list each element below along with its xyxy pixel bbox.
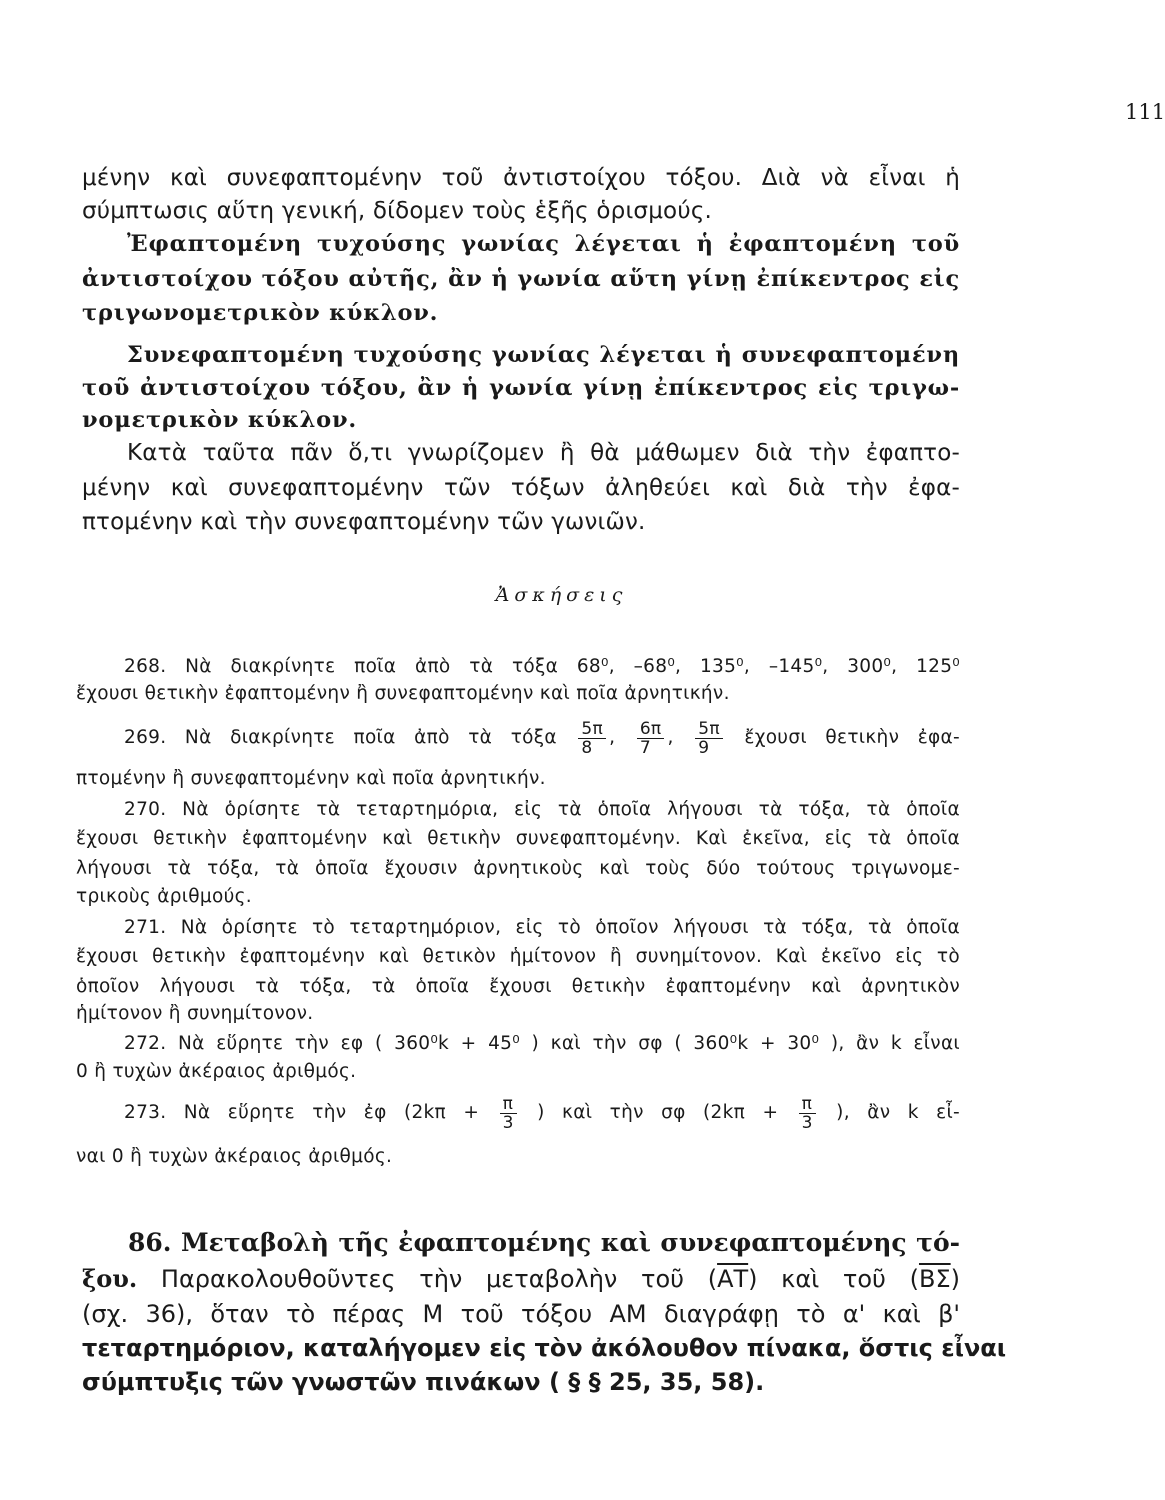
- section-86-title: 86. Μεταβολὴ τῆς ἐφαπτομένης καὶ συνεφαπτομένης τό-: [128, 1228, 960, 1257]
- definition-tangent-line-1: Ἐφαπτομένη τυχούσης γωνίας λέγεται ἡ ἐφαπτομένη τοῦ: [127, 231, 960, 257]
- exercise-271-line-2: ἔχουσι θετικὴν ἐφαπτομένην καὶ θετικὸν ἡμίτονον ἢ συνημίτονον. Καὶ ἐκεῖνο εἰς τὸ: [76, 946, 960, 967]
- exercises-title: Ἀσκήσεις: [495, 584, 628, 606]
- section-86-title-end: ξου.: [82, 1264, 138, 1293]
- exercise-270-line-1: 270. Νὰ ὁρίσητε τὰ τεταρτημόρια, εἰς τὰ ὁποῖα λήγουσι τὰ τόξα, τὰ ὁποῖα: [124, 799, 960, 820]
- exercise-273-part-2: ) καὶ τὴν σφ (2kπ +: [537, 1102, 779, 1123]
- exercise-268-line-2: ἔχουσι θετικὴν ἐφαπτομένην ἢ συνεφαπτομένην καὶ ποῖα ἀρνητικήν.: [76, 683, 730, 704]
- exercise-272-line-1: 272. Νὰ εὕρητε τὴν εφ ( 360⁰k + 45⁰ ) καὶ τὴν σφ ( 360⁰k + 30⁰ ), ἂν k εἶναι: [124, 1033, 960, 1054]
- section-86-line-3: (σχ. 36), ὅταν τὸ πέρας Μ τοῦ τόξου ΑΜ διαγράφῃ τὸ α' καὶ β': [82, 1300, 960, 1328]
- definition-cotangent-line-1: Συνεφαπτομένη τυχούσης γωνίας λέγεται ἡ συνεφαπτομένη: [127, 342, 960, 368]
- fraction-6pi-7: $\frac{6\pi}{7}$: [637, 720, 665, 757]
- definition-cotangent-line-2: τοῦ ἀντιστοίχου τόξου, ἂν ἡ γωνία γίνῃ ἐπίκεντρος εἰς τριγω-: [82, 375, 960, 401]
- exercise-268-line-1: 268. Νὰ διακρίνητε ποῖα ἀπὸ τὰ τόξα 68⁰, –68⁰, 135⁰, –145⁰, 300⁰, 125⁰: [124, 656, 960, 677]
- exercise-272-line-2: 0 ἢ τυχὼν ἀκέραιος ἀριθμός.: [76, 1061, 357, 1082]
- exercise-273-part-3: ), ἂν k εἶ-: [836, 1102, 960, 1123]
- exercise-269-line-1: 269. Νὰ διακρίνητε ποῖα ἀπὸ τὰ τόξα $\frac{5\pi}{8}$ , $\frac{6\pi}{7}$ , $\frac{5\pi}{9}$ ἔχουσι θετικὴν ἐφα-: [124, 718, 961, 758]
- exercise-271-line-3: ὁποῖον λήγουσι τὰ τόξα, τὰ ὁποῖα ἔχουσι θετικὴν ἐφαπτομένην καὶ ἀρνητικὸν: [76, 976, 960, 997]
- section-86-line-5: σύμπτυξις τῶν γνωστῶν πινάκων ( § § 25, 35, 58).: [82, 1368, 765, 1396]
- exercise-270-line-2: ἔχουσι θετικὴν ἐφαπτομένην καὶ θετικὴν συνεφαπτομένην. Καὶ ἐκεῖνα, εἰς τὰ ὁποῖα: [76, 828, 960, 849]
- exercise-269-line-2: πτομένην ἢ συνεφαπτομένην καὶ ποῖα ἀρνητικήν.: [76, 768, 546, 789]
- exercise-273-part-1: 273. Νὰ εὕρητε τὴν ἐφ (2kπ +: [124, 1102, 480, 1123]
- fraction-pi-3-a: $\frac{\pi}{3}$: [500, 1095, 517, 1132]
- exercise-271-line-1: 271. Νὰ ὁρίσητε τὸ τεταρτημόριον, εἰς τὸ ὁποῖον λήγουσι τὰ τόξα, τὰ ὁποῖα: [124, 917, 960, 938]
- exercise-270-line-3: λήγουσι τὰ τόξα, τὰ ὁποῖα ἔχουσιν ἀρνητικοὺς καὶ τοὺς δύο τούτους τριγωνομε-: [76, 858, 960, 879]
- paragraph-line-1: Κατὰ ταῦτα πᾶν ὅ,τι γνωρίζομεν ἢ θὰ μάθωμεν διὰ τὴν ἐφαπτο-: [127, 440, 960, 466]
- paragraph-line-2: μένην καὶ συνεφαπτομένην τῶν τόξων ἀληθεύει καὶ διὰ τὴν ἐφα-: [82, 475, 960, 501]
- segment-AT: $\overline{AT}$: [717, 1265, 749, 1293]
- definition-tangent-line-2: ἀντιστοίχου τόξου αὐτῆς, ἂν ἡ γωνία αὕτη γίνῃ ἐπίκεντρος εἰς: [82, 266, 960, 292]
- intro-line-1: μένην καὶ συνεφαπτομένην τοῦ ἀντιστοίχου τόξου. Διὰ νὰ εἶναι ἡ: [82, 165, 960, 191]
- fraction-pi-3-b: $\frac{\pi}{3}$: [799, 1095, 816, 1132]
- exercise-273-line-1: [124, 1092, 960, 1134]
- paragraph-line-3: πτομένην καὶ τὴν συνεφαπτομένην τῶν γωνιῶν.: [82, 509, 646, 535]
- segment-BS: $\overline{B\Sigma}$: [918, 1265, 951, 1293]
- exercise-270-line-4: τρικοὺς ἀριθμούς.: [76, 886, 252, 907]
- section-86-line-4: τεταρτημόριον, καταλήγομεν εἰς τὸν ἀκόλουθον πίνακα, ὅστις εἶναι: [82, 1334, 1007, 1362]
- definition-tangent-line-3: τριγωνομετρικὸν κύκλον.: [82, 300, 439, 326]
- page-number: 111: [1125, 100, 1165, 124]
- definition-cotangent-line-3: νομετρικὸν κύκλον.: [82, 407, 358, 433]
- exercise-269-prefix: 269. Νὰ διακρίνητε ποῖα ἀπὸ τὰ τόξα: [124, 727, 557, 748]
- exercise-273-line-2: ναι 0 ἢ τυχὼν ἀκέραιος ἀριθμός.: [76, 1146, 393, 1167]
- fraction-5pi-9: $\frac{5\pi}{9}$: [695, 720, 723, 757]
- exercise-269-suffix: ἔχουσι θετικὴν ἐφα-: [744, 727, 961, 748]
- section-86-line-2: ξου. Παρακολουθοῦντες τὴν μεταβολὴν τοῦ $(\overline{AT})$ καὶ τοῦ $(\overline{B\Sigma})$: [82, 1264, 960, 1293]
- exercise-271-line-4: ἡμίτονον ἢ συνημίτονον.: [76, 1003, 314, 1024]
- fraction-5pi-8: $\frac{5\pi}{8}$: [578, 720, 606, 757]
- intro-line-2: σύμπτωσις αὕτη γενική, δίδομεν τοὺς ἑξῆς ὁρισμούς.: [82, 198, 713, 224]
